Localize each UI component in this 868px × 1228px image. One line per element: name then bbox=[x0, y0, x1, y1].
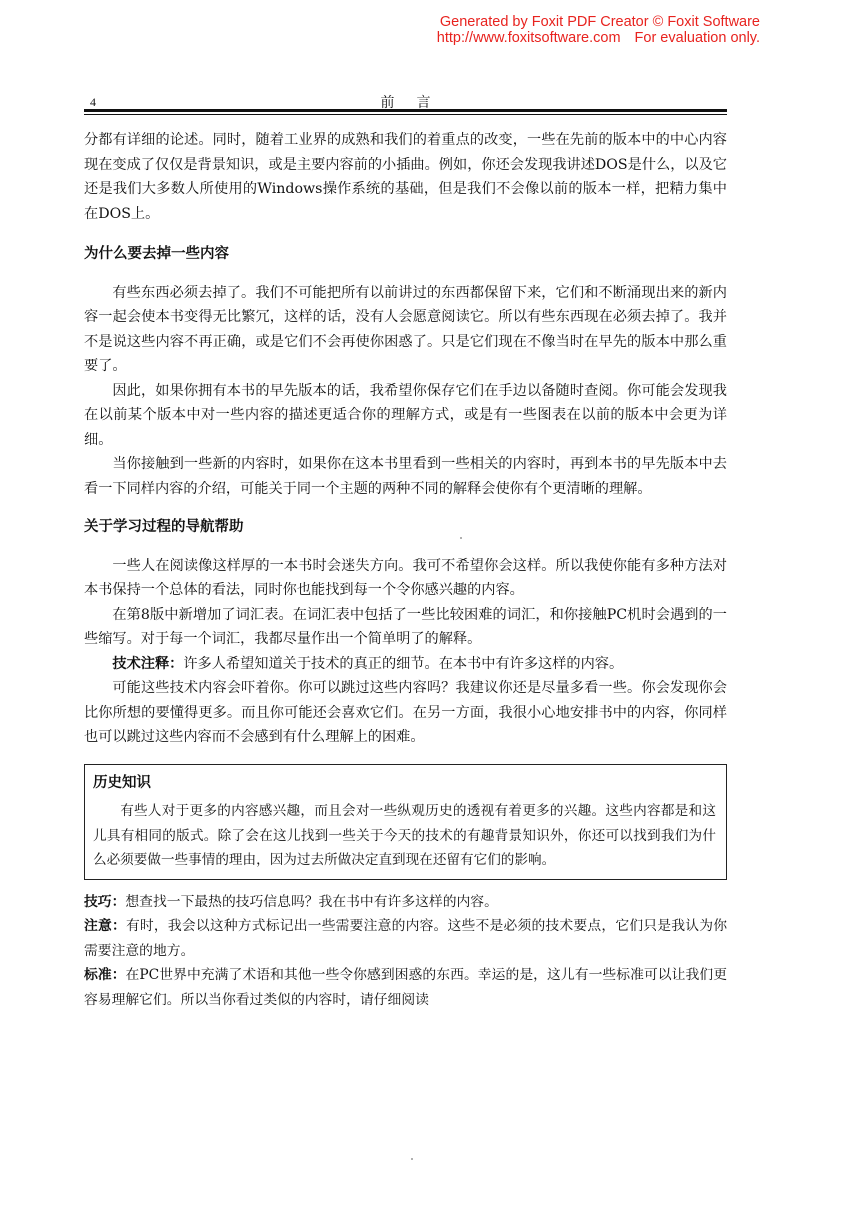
standard-text: 在PC世界中充满了术语和其他一些令你感到困惑的东西。幸运的是，这儿有一些标准可以让我们更容易理解它们。所以当你看过类似的内容时，请仔细阅读 bbox=[84, 967, 727, 1008]
tech-note bbox=[84, 652, 727, 677]
paragraph: 当你接触到一些新的内容时，如果你在这本书里看到一些相关的内容时，再到本书的早先版本中去看一下同样内容的介绍，可能关于同一个主题的两种不同的解释会使你有个更清晰的理解。 bbox=[84, 456, 727, 497]
tip-text: 想查找一下最热的技巧信息吗？我在书中有许多这样的内容。 bbox=[125, 893, 498, 910]
tech-note-text: 许多人希望知道关于技术的真正的细节。在本书中有许多这样的内容。 bbox=[183, 655, 624, 672]
paragraph: 一些人在阅读像这样厚的一本书时会迷失方向。我可不希望你会这样。所以我使你能有多种方法对本书保持一个总体的看法，同时你也能找到每一个令你感兴趣的内容。 bbox=[84, 557, 727, 598]
section-heading: 为什么要去掉一些内容 bbox=[84, 246, 229, 262]
sidebar-text: 有些人对于更多的内容感兴趣，而且会对一些纵观历史的透视有着更多的兴趣。这些内容都是和这儿具有相同的版式。除了会在这儿找到一些关于今天的技术的有趣背景知识外，你还可以找到我们为什么必须要做一些事情的理由，因为过去所做决定直到现在还留有它们的影响。 bbox=[93, 803, 716, 868]
caution-note bbox=[84, 914, 727, 963]
watermark-line1: Generated by Foxit PDF Creator © Foxit Software bbox=[439, 14, 760, 30]
tech-note-label: 技术注释： bbox=[112, 655, 184, 672]
running-title: 前言 bbox=[380, 95, 453, 111]
tip-note bbox=[84, 890, 727, 915]
watermark-line2 bbox=[437, 30, 760, 46]
standard-note bbox=[84, 963, 727, 1012]
paragraph: 分都有详细的论述。同时，随着工业界的成熟和我们的着重点的改变，一些在先前的版本中的中心内容现在变成了仅仅是背景知识，或是主要内容前的小插曲。例如，你还会发现我讲述DOS是什么，以及它还是我们大多数人所使用的Windows操作系统的基础，但是我们不会像以前的版本一样，把精力集中在DOS上。 bbox=[84, 132, 727, 222]
header-rule-thin bbox=[84, 114, 727, 115]
caution-text: 有时，我会以这种方式标记出一些需要注意的内容。这些不是必须的技术要点，它们只是我认为你需要注意的地方。 bbox=[84, 918, 728, 959]
paragraph: 有些东西必须去掉了。我们不可能把所有以前讲过的东西都保留下来，它们和不断涌现出来的新内容一起会使本书变得无比繁冗，这样的话，没有人会愿意阅读它。所以有些东西现在必须去掉了。我并不是说这些内容不再正确，或是它们不会再使你困惑了。只是它们现在不像当时在早先的版本中那么重要了。 bbox=[84, 284, 727, 374]
paragraph: 因此，如果你拥有本书的早先版本的话，我希望你保存它们在手边以备随时查阅。你可能会发现我在以前某个版本中对一些内容的描述更适合你的理解方式，或是有一些图表在以前的版本中会更为详细。 bbox=[84, 382, 727, 448]
header-rule-thick bbox=[84, 109, 727, 112]
standard-label: 标准： bbox=[84, 967, 126, 983]
sidebar-title: 历史知识 bbox=[93, 774, 151, 791]
scan-speck bbox=[411, 1158, 413, 1160]
paragraph: 可能这些技术内容会吓着你。你可以跳过这些内容吗？我建议你还是尽量多看一些。你会发现你会比你所想的要懂得更多。而且你可能还会喜欢它们。在另一方面，我很小心地安排书中的内容，你同样也可以跳过这些内容而不会感到有什么理解上的困难。 bbox=[84, 680, 727, 745]
page-number: 4 bbox=[90, 95, 96, 109]
foxit-watermark bbox=[437, 14, 760, 46]
page-body bbox=[84, 128, 727, 1012]
section-heading: 关于学习过程的导航帮助 bbox=[84, 519, 244, 535]
caution-label: 注意： bbox=[84, 918, 126, 934]
watermark-url[interactable]: http://www.foxitsoftware.com bbox=[436, 30, 621, 46]
tip-label: 技巧： bbox=[84, 893, 126, 910]
watermark-eval: For evaluation only. bbox=[634, 30, 760, 46]
history-sidebar bbox=[84, 764, 727, 880]
paragraph: 在第8版中新增加了词汇表。在词汇表中包括了一些比较困难的词汇，和你接触PC机时会遇到的一些缩写。对于每一个词汇，我都尽量作出一个简单明了的解释。 bbox=[84, 606, 727, 647]
scan-speck bbox=[460, 537, 462, 539]
